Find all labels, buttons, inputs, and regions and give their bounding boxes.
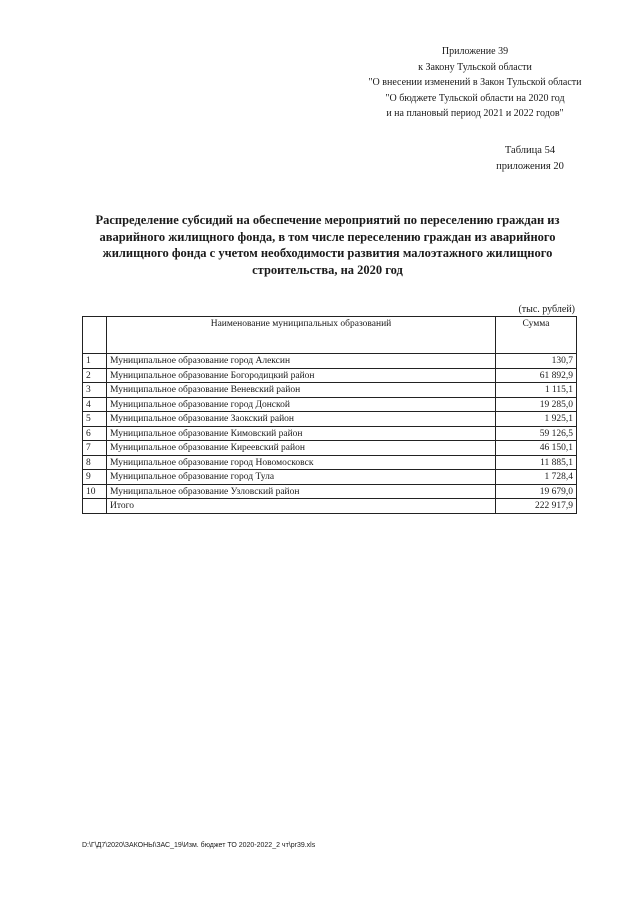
row-num: 5 bbox=[83, 412, 107, 427]
appendix-line: "О бюджете Тульской области на 2020 год bbox=[385, 92, 565, 104]
row-sum: 1 925,1 bbox=[496, 412, 577, 427]
appendix-line: и на плановый период 2021 и 2022 годов" bbox=[386, 108, 564, 119]
table-row bbox=[83, 426, 577, 441]
row-num: 8 bbox=[83, 455, 107, 470]
row-sum: 1 728,4 bbox=[496, 470, 577, 485]
table-total-row bbox=[83, 499, 577, 514]
row-name: Муниципальное образование Кимовский район bbox=[107, 426, 496, 441]
row-num: 2 bbox=[83, 368, 107, 383]
row-num: 4 bbox=[83, 397, 107, 412]
table-header-row bbox=[83, 317, 577, 354]
row-sum: 61 892,9 bbox=[496, 368, 577, 383]
appendix-line: к Закону Тульской области bbox=[418, 61, 532, 73]
subsidy-table bbox=[82, 316, 577, 514]
row-name: Муниципальное образование город Тула bbox=[107, 470, 496, 485]
table-row bbox=[83, 397, 577, 412]
row-name: Муниципальное образование Богородицкий район bbox=[107, 368, 496, 383]
row-name: Муниципальное образование Узловский район bbox=[107, 484, 496, 499]
appendix-header bbox=[360, 44, 590, 122]
total-label: Итого bbox=[107, 499, 496, 514]
row-sum: 19 679,0 bbox=[496, 484, 577, 499]
row-name: Муниципальное образование город Алексин bbox=[107, 354, 496, 369]
table-row bbox=[83, 455, 577, 470]
table-row bbox=[83, 368, 577, 383]
table-appendix-ref: приложения 20 bbox=[496, 161, 564, 172]
total-num-cell bbox=[83, 499, 107, 514]
row-name: Муниципальное образование город Донской bbox=[107, 397, 496, 412]
row-sum: 46 150,1 bbox=[496, 441, 577, 456]
file-path-footer: D:\Г\Д7\2020\ЗАКОНЫ\ЗАС_19\Изм. бюджет ТО 2020-2022_2 чт\pr39.xls bbox=[82, 842, 316, 849]
table-row bbox=[83, 354, 577, 369]
row-num: 10 bbox=[83, 484, 107, 499]
appendix-line: "О внесении изменений в Закон Тульской области bbox=[368, 77, 582, 88]
table-row bbox=[83, 484, 577, 499]
total-sum: 222 917,9 bbox=[496, 499, 577, 514]
row-num: 7 bbox=[83, 441, 107, 456]
units-label: (тыс. рублей) bbox=[518, 304, 575, 315]
row-num: 9 bbox=[83, 470, 107, 485]
row-sum: 130,7 bbox=[496, 354, 577, 369]
appendix-line: Приложение 39 bbox=[441, 46, 509, 57]
row-num: 1 bbox=[83, 354, 107, 369]
header-name-cell: Наименование муниципальных образований bbox=[107, 317, 496, 354]
row-name: Муниципальное образование Веневский район bbox=[107, 383, 496, 398]
row-num: 3 bbox=[83, 383, 107, 398]
row-name: Муниципальное образование Киреевский район bbox=[107, 441, 496, 456]
row-sum: 59 126,5 bbox=[496, 426, 577, 441]
header-num-cell bbox=[83, 317, 107, 354]
table-reference bbox=[455, 143, 605, 175]
table-row bbox=[83, 470, 577, 485]
document-title: Распределение субсидий на обеспечение мероприятий по переселению граждан из аварийного жилищного фонда, в том числе переселению граждан из аварийного жилищного фонда с учетом необходимости развития малоэтажного жилищного строительства, на 2020 год bbox=[95, 213, 560, 277]
row-name: Муниципальное образование Заокский район bbox=[107, 412, 496, 427]
table-row bbox=[83, 441, 577, 456]
row-num: 6 bbox=[83, 426, 107, 441]
row-name: Муниципальное образование город Новомосковск bbox=[107, 455, 496, 470]
row-sum: 11 885,1 bbox=[496, 455, 577, 470]
row-sum: 1 115,1 bbox=[496, 383, 577, 398]
table-row bbox=[83, 412, 577, 427]
row-sum: 19 285,0 bbox=[496, 397, 577, 412]
header-sum-cell: Сумма bbox=[496, 317, 577, 354]
table-number: Таблица 54 bbox=[504, 145, 556, 156]
table-row bbox=[83, 383, 577, 398]
